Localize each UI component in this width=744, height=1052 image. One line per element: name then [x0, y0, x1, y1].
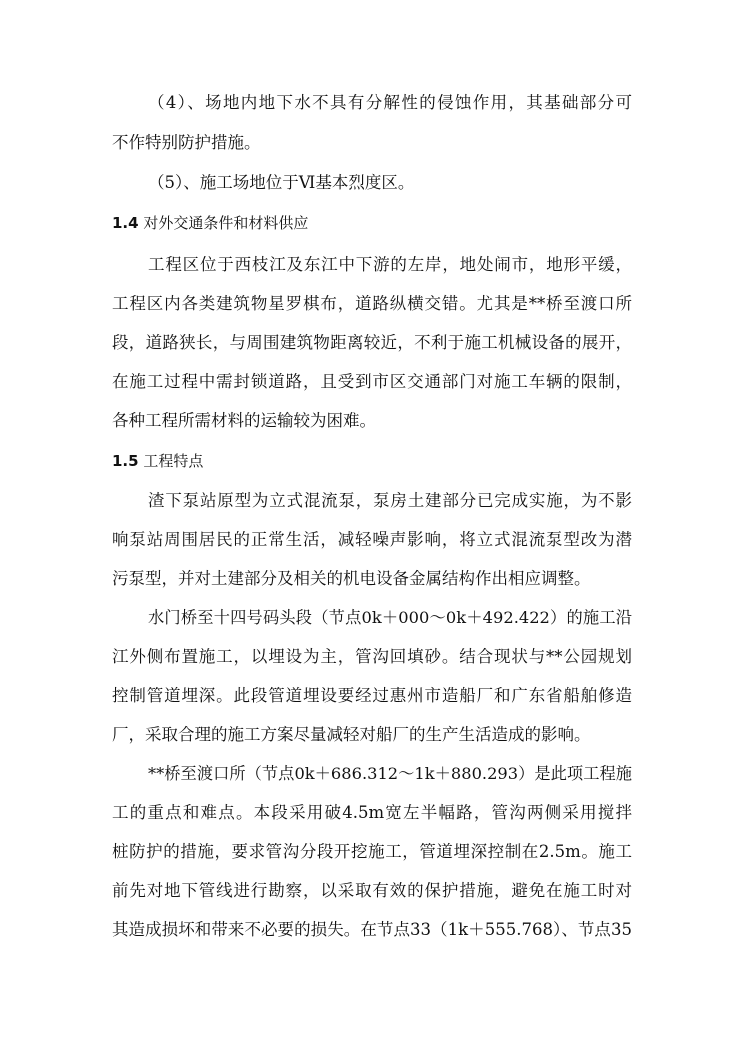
paragraph-line: 工程区内各类建筑物星罗棋布，道路纵横交错。尤其是**桥至渡口所: [112, 294, 632, 313]
paragraph-line: 不作特别防护措施。: [112, 133, 261, 152]
section-title: 对外交通条件和材料供应: [143, 214, 309, 232]
paragraph-line: 工的重点和难点。本段采用破4.5m宽左半幅路，管沟两侧采用搅拌: [112, 803, 632, 822]
paragraph-line: **桥至渡口所（节点0k＋686.312～1k＋880.293）是此项工程施: [148, 764, 632, 783]
paragraph-line: 工程区位于西枝江及东江中下游的左岸，地处闹市，地形平缓，: [148, 255, 632, 274]
section-number: 1.5: [112, 452, 139, 470]
section-title: 工程特点: [143, 452, 204, 470]
paragraph-line: 江外侧布置施工，以埋设为主，管沟回填砂。结合现状与**公园规划: [112, 647, 632, 666]
paragraph-line: 在施工过程中需封锁道路，且受到市区交通部门对施工车辆的限制，: [112, 372, 632, 391]
paragraph-line: （4）、场地内地下水不具有分解性的侵蚀作用，其基础部分可: [148, 93, 632, 112]
paragraph-line: 各种工程所需材料的运输较为困难。: [112, 411, 376, 430]
paragraph-line: 污泵型，并对土建部分及相关的机电设备金属结构作出相应调整。: [112, 569, 591, 588]
paragraph-line: 段，道路狭长，与周围建筑物距离较近，不利于施工机械设备的展开，: [112, 333, 632, 352]
paragraph-line: 水门桥至十四号码头段（节点0k＋000～0k＋492.422）的施工沿: [148, 608, 632, 627]
section-number: 1.4: [112, 214, 139, 232]
paragraph-line: 响泵站周围居民的正常生活，减轻噪声影响，将立式混流泵型改为潜: [112, 530, 632, 549]
section-heading-1-4: [112, 211, 632, 235]
paragraph-line: （5）、施工场地位于Ⅵ基本烈度区。: [148, 173, 415, 192]
paragraph-line: 控制管道埋深。此段管道埋设要经过惠州市造船厂和广东省船舶修造: [112, 686, 632, 705]
paragraph-line: 厂，采取合理的施工方案尽量减轻对船厂的生产生活造成的影响。: [112, 725, 591, 744]
paragraph-line: 桩防护的措施，要求管沟分段开挖施工，管道埋深控制在2.5m。施工: [112, 842, 632, 861]
paragraph-line: 渣下泵站原型为立式混流泵，泵房土建部分已完成实施，为不影: [148, 491, 632, 510]
paragraph-line: 前先对地下管线进行勘察，以采取有效的保护措施，避免在施工时对: [112, 881, 632, 900]
paragraph-line: 其造成损坏和带来不必要的损失。在节点33（1k＋555.768）、节点35: [112, 920, 632, 939]
section-heading-1-5: [112, 449, 632, 473]
